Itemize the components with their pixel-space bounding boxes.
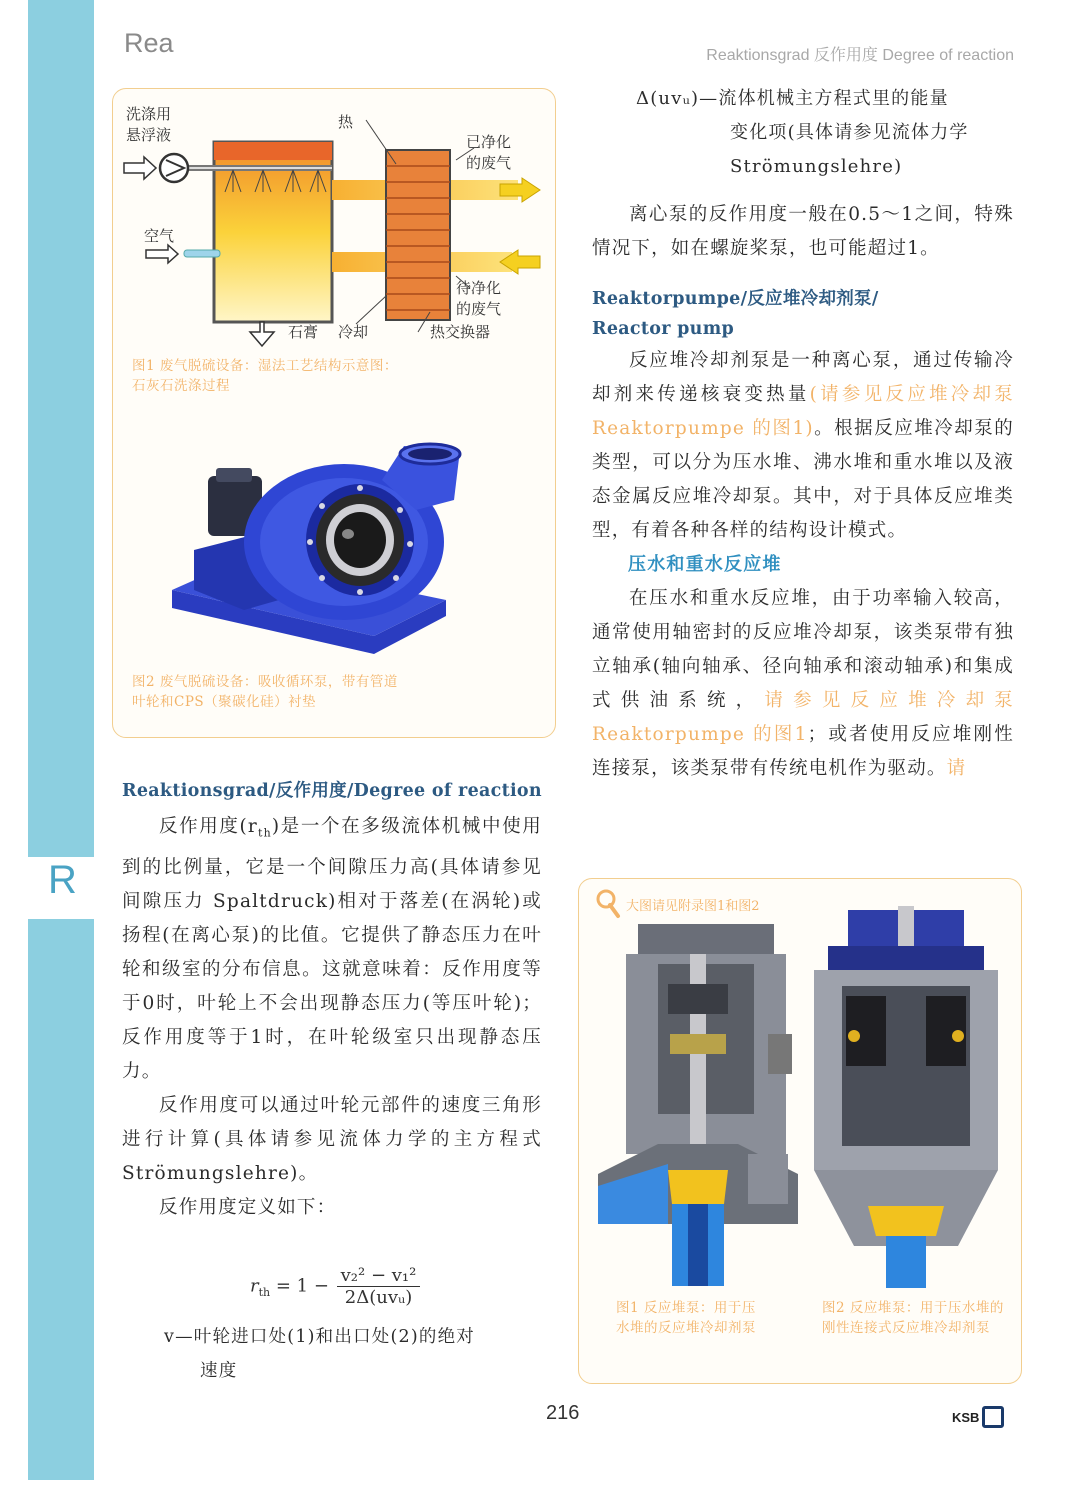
- paragraph-formula-intro: 反作用度定义如下：: [159, 1196, 337, 1218]
- paragraph-pwr-hwr: 在压水和重水反应堆，由于功率输入较高，通常使用轴密封的反应堆冷却泵，该类泵带有独立轴承(轴向轴承、径向轴承和滚动轴承)和集成式供油系统，请参见反应堆冷却泵 Reaktorpumpe 的图1；或者使用反应堆刚性连接泵，该类泵带有传统电机作为驱动。请: [592, 588, 1014, 779]
- label-clean-gas: 已净化 的废气: [466, 133, 512, 172]
- variable-definition-delta: Δ(uvᵤ)—流体机械主方程式里的能量 变化项(具体请参见流体力学 Strömungslehre): [636, 88, 969, 177]
- subheading-pwr-hwr: 压水和重水反应堆: [628, 554, 782, 575]
- section-heading-reactor-pump: Reaktorpumpe/反应堆冷却剂泵/ Reactor pump: [592, 289, 879, 339]
- magnifier-icon: [594, 888, 622, 920]
- air-inlet-arrow: [146, 245, 178, 263]
- label-gypsum: 石膏: [288, 323, 319, 341]
- figure-tip-label: 大图请见附录图1和图2: [626, 899, 760, 914]
- figure1-caption: 图1 废气脱硫设备：湿法工艺结构示意图： 石灰石洗涤过程: [132, 358, 398, 394]
- label-air: 空气: [144, 227, 175, 245]
- figure3-caption: 图1 反应堆泵：用于压水堆的反应堆冷却剂泵: [616, 1300, 756, 1336]
- side-color-bar: [28, 0, 94, 1480]
- cross-reference-link[interactable]: 请参见反应堆冷却泵 Reaktorpumpe 的图1: [592, 690, 1014, 745]
- figure4-caption: 图2 反应堆泵：用于压水堆的刚性连接式反应堆冷却剂泵: [822, 1300, 1004, 1336]
- figure2-caption: 图2 废气脱硫设备：吸收循环泵，带有管道 叶轮和CPS（聚碳化硅）衬垫: [132, 674, 398, 710]
- ksb-logo: KSB: [952, 1406, 1004, 1428]
- label-cooling: 冷却: [338, 323, 369, 341]
- paragraph-centrifugal-range: 离心泵的反作用度一般在0.5～1之间，特殊情况下，如在螺旋桨泵，也可能超过1。: [592, 204, 1014, 259]
- page-number: 216: [546, 1402, 580, 1424]
- right-column: [592, 198, 1014, 786]
- variable-definition-v: v—叶轮进口处(1)和出口处(2)的绝对 速度: [164, 1327, 475, 1381]
- gypsum-outlet-arrow: [250, 322, 274, 346]
- paragraph-calculation: 反作用度可以通过叶轮元部件的速度三角形进行计算(具体请参见流体力学的主方程式 Strömungslehre)。: [122, 1094, 542, 1184]
- label-heat: 热: [338, 113, 354, 131]
- side-index-letter: R: [48, 858, 77, 902]
- cross-reference-link[interactable]: (请参见反应堆冷却泵 Reaktorpumpe 的图1): [592, 384, 1014, 439]
- running-head-right: Reaktionsgrad 反作用度 Degree of reaction: [706, 47, 1014, 64]
- formula-degree-of-reaction: $r_{th} = 1$ − $\frac{\text{v₂² − v₁²}}{\text{2Δ(uvᵤ)}}$: [250, 1265, 420, 1308]
- section-heading-degree-of-reaction: Reaktionsgrad/反作用度/Degree of reaction: [122, 781, 542, 801]
- left-column: [122, 774, 542, 1225]
- label-raw-gas: 待净化 的废气: [456, 279, 502, 318]
- reactor-pump-2-illustration: [808, 906, 1004, 1288]
- ksb-logo-mark: [982, 1406, 1004, 1428]
- absorber-pump-illustration: [164, 440, 484, 668]
- label-slurry: 洗涤用 悬浮液: [126, 105, 172, 144]
- label-exchanger: 热交换器: [430, 323, 491, 341]
- running-head-left: Rea: [124, 28, 174, 58]
- reactor-pump-1-illustration: [598, 924, 798, 1286]
- slurry-inlet-arrow: [124, 157, 156, 179]
- paragraph-definition: 反作用度$(r_{th})$是一个在多级流体机械中使用到的比例量，它是一个间隙压力高(具体请参见间隙压力 Spaltdruck)相对于落差(在涡轮)或扬程(在离心泵)的比值。它提供了静态压力在叶轮和级室的分布信息。这就意味着：反作用度等于0时，叶轮上不会出现静态压力(等压叶轮)；反作用度等于1时，在叶轮级室只出现静态压力。: [122, 816, 542, 1082]
- paragraph-reactor-pump: 反应堆冷却剂泵是一种离心泵，通过传输冷却剂来传递核衰变热量(请参见反应堆冷却泵 Reaktorpumpe 的图1)。根据反应堆冷却泵的类型，可以分为压水堆、沸水堆和重水堆以及液态金属反应堆冷却泵。其中，对于具体反应堆类型，有着各种各样的结构设计模式。: [592, 350, 1014, 541]
